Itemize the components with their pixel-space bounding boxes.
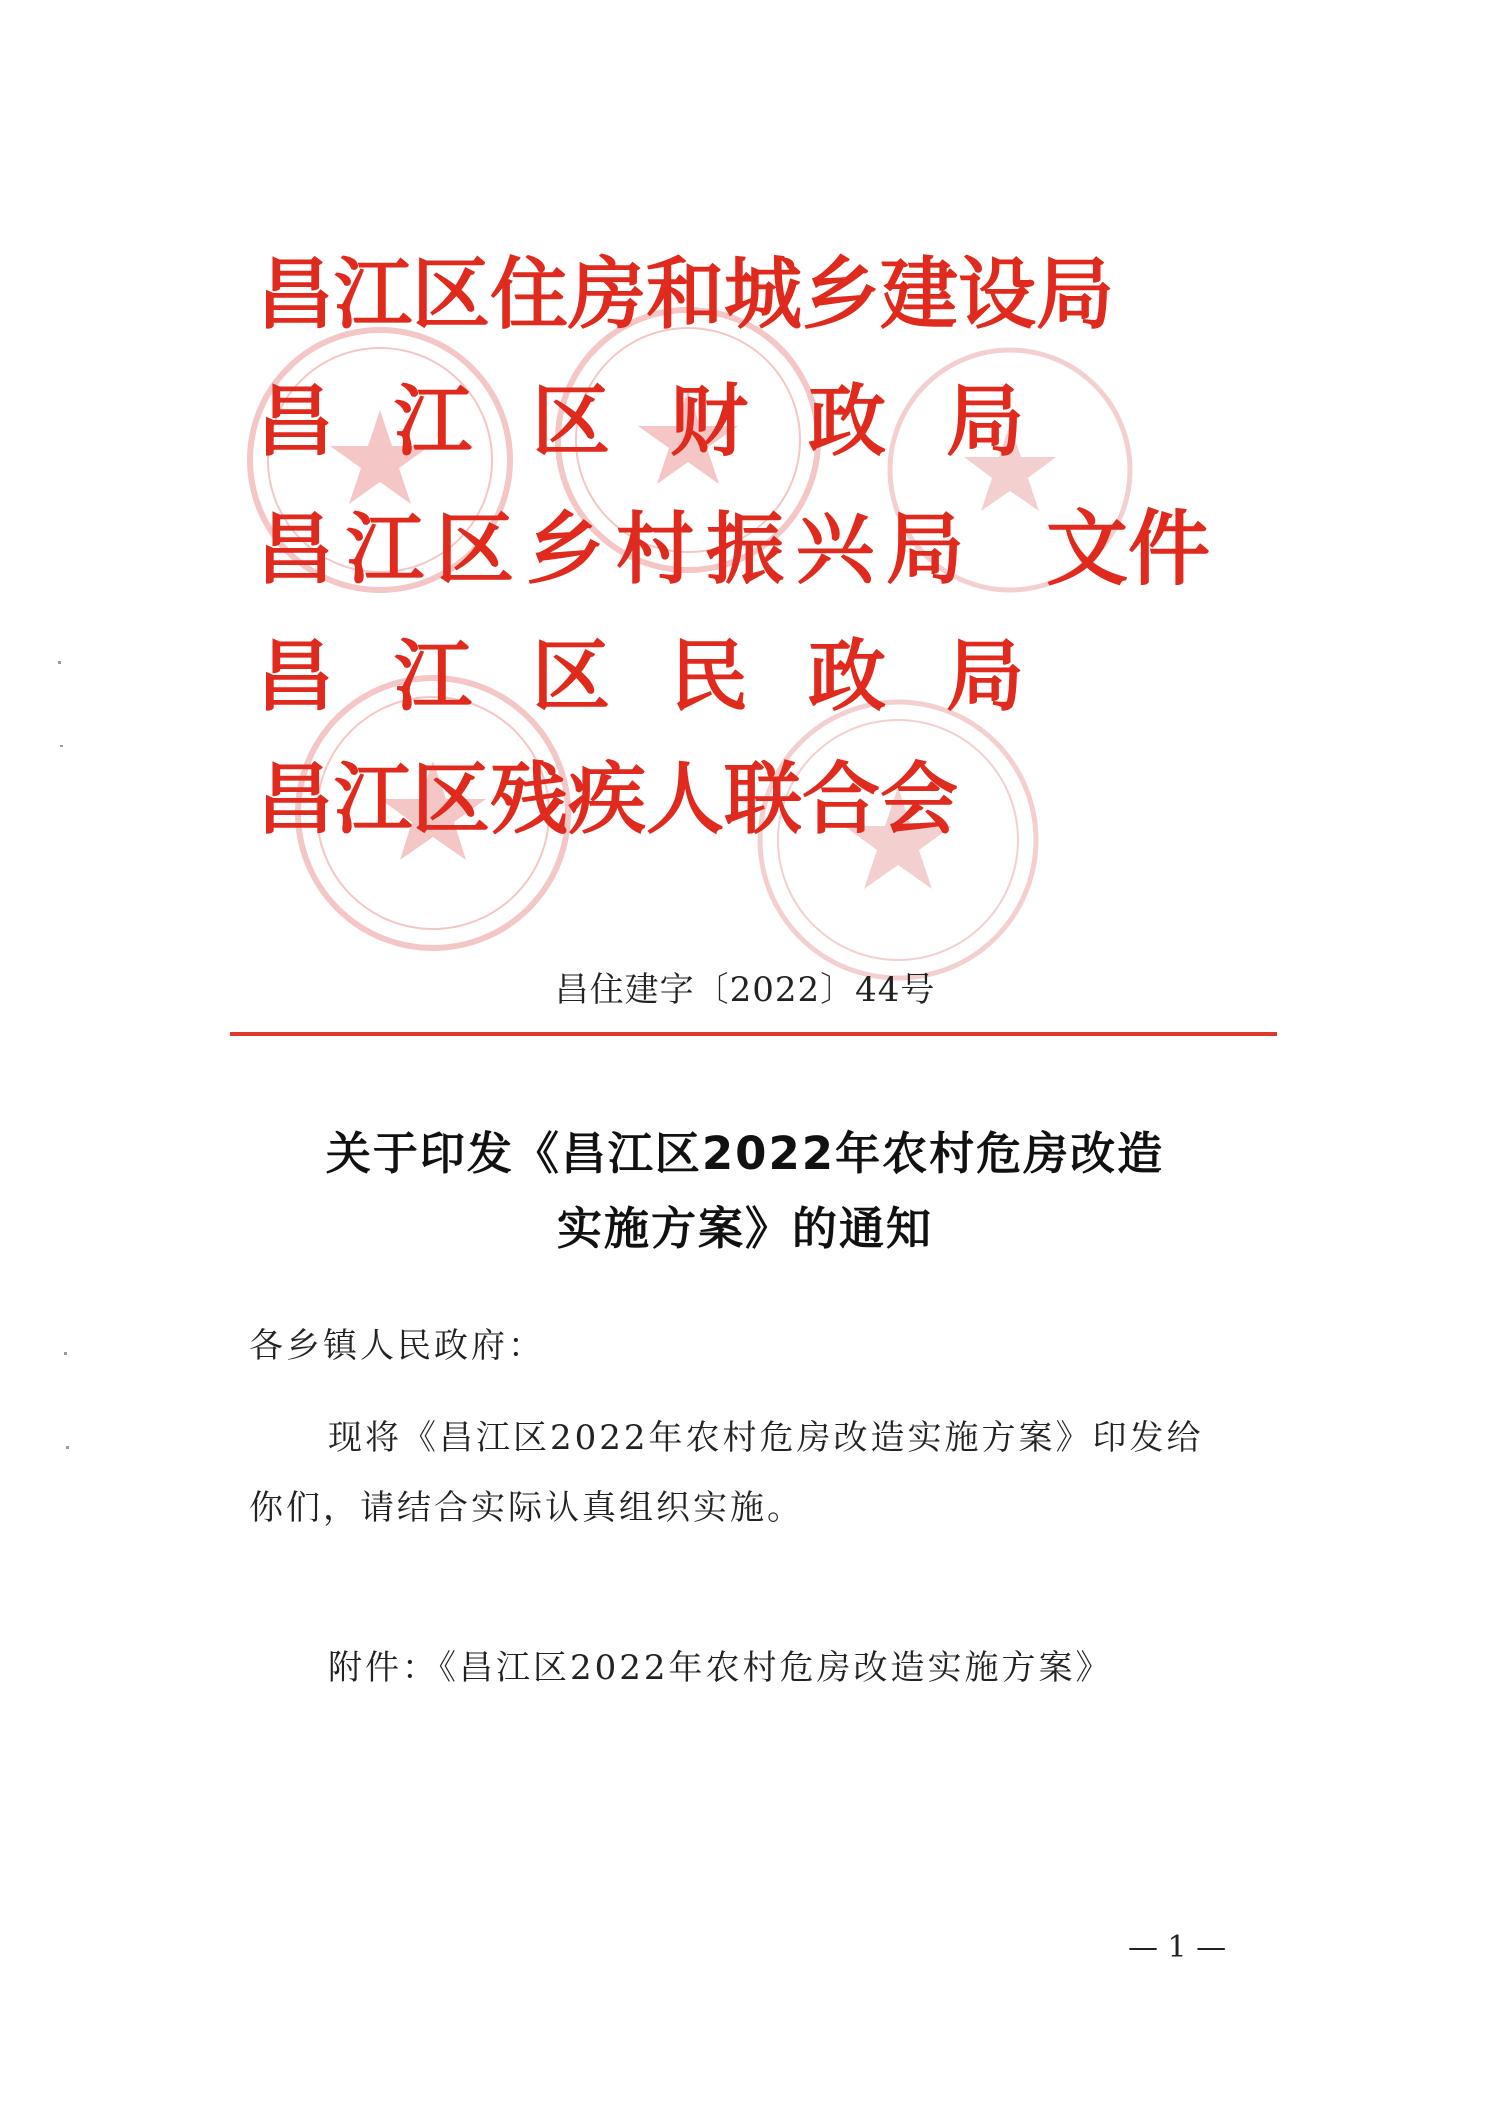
scan-speck bbox=[64, 1352, 67, 1355]
agency-name: 昌江区残疾人联合会 bbox=[256, 755, 959, 845]
red-divider-rule bbox=[230, 1032, 1277, 1036]
scan-speck bbox=[60, 745, 63, 747]
scan-speck bbox=[66, 1446, 69, 1449]
agency-name: 昌江区住房和城乡建设局 bbox=[256, 250, 1115, 340]
body-paragraph-line2: 你们，请结合实际认真组织实施。 bbox=[249, 1488, 804, 1528]
document-type-suffix: 文件 bbox=[1046, 502, 1211, 597]
agency-name: 昌江区财政局 bbox=[256, 377, 1085, 467]
document-number: 昌住建字〔2022〕44号 bbox=[554, 970, 936, 1010]
attachment-note: 附件：《昌江区2022年农村危房改造实施方案》 bbox=[328, 1648, 1113, 1688]
agency-name: 昌江区乡村振兴局 bbox=[256, 505, 977, 595]
scan-speck bbox=[58, 661, 61, 664]
agency-civil-affairs bbox=[256, 627, 1084, 727]
agency-finance bbox=[256, 372, 1084, 472]
salutation: 各乡镇人民政府： bbox=[249, 1326, 545, 1366]
page-number: — 1 — bbox=[1128, 1930, 1227, 1965]
agency-rural-revitalization bbox=[256, 500, 976, 600]
body-paragraph-line1: 现将《昌江区2022年农村危房改造实施方案》印发给 bbox=[328, 1418, 1204, 1458]
document-title-line1: 关于印发《昌江区2022年农村危房改造 bbox=[325, 1127, 1165, 1180]
agency-name: 昌江区民政局 bbox=[256, 632, 1085, 722]
document-title-line2: 实施方案》的通知 bbox=[556, 1202, 933, 1255]
agency-disabled-federation bbox=[256, 750, 958, 850]
agency-housing bbox=[256, 245, 1114, 345]
